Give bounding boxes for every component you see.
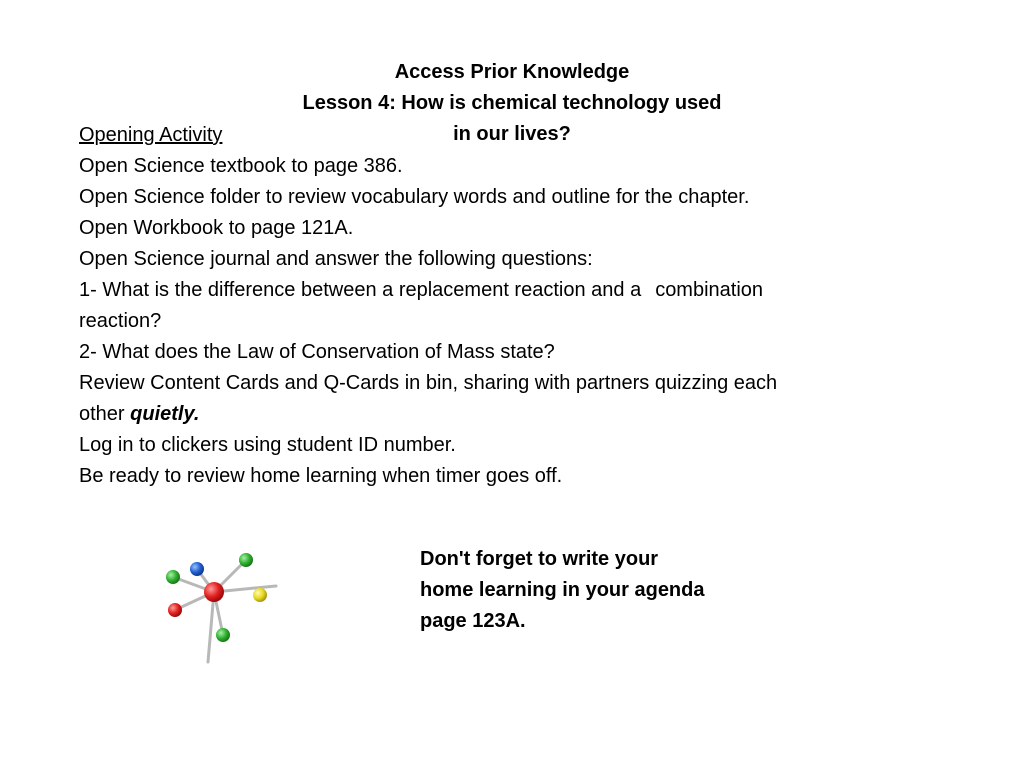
instruction-line-clickers: Log in to clickers using student ID number. bbox=[79, 434, 456, 456]
instruction-line-1: Open Science textbook to page 386. bbox=[79, 155, 403, 177]
blue-atom bbox=[190, 562, 204, 576]
quietly-emphasis: quietly. bbox=[130, 403, 200, 425]
green-atom-left bbox=[166, 570, 180, 584]
bond-down bbox=[208, 592, 214, 662]
yellow-atom bbox=[253, 588, 267, 602]
question-1-part-a: 1- What is the difference between a replacement reaction and a bbox=[79, 279, 642, 301]
slide-title-line1: Access Prior Knowledge bbox=[394, 61, 630, 83]
question-1-part-b: combination bbox=[655, 279, 764, 301]
instruction-line-2: Open Science folder to review vocabulary words and outline for the chapter. bbox=[79, 186, 750, 208]
instruction-line-3: Open Workbook to page 121A. bbox=[79, 217, 354, 239]
question-1-continuation: reaction? bbox=[79, 310, 162, 332]
reminder-line-2: home learning in your agenda bbox=[420, 579, 705, 601]
slide-title-line2: Lesson 4: How is chemical technology used bbox=[302, 92, 722, 114]
green-atom-top bbox=[239, 553, 253, 567]
instruction-line-review: Review Content Cards and Q-Cards in bin, sharing with partners quizzing each bbox=[79, 372, 778, 394]
reminder-line-1: Don't forget to write your bbox=[420, 548, 659, 570]
slide-title-line3: in our lives? bbox=[453, 123, 571, 145]
green-atom-bottom bbox=[216, 628, 230, 642]
question-2-line: 2- What does the Law of Conservation of Mass state? bbox=[79, 341, 555, 363]
molecule-icon bbox=[150, 540, 290, 670]
instruction-line-timer: Be ready to review home learning when timer goes off. bbox=[79, 465, 563, 487]
reminder-line-3: page 123A. bbox=[420, 610, 526, 632]
review-other-text: other bbox=[79, 403, 125, 425]
home-learning-reminder bbox=[420, 544, 760, 637]
instruction-line-review-continued bbox=[79, 399, 909, 430]
red-atom-small bbox=[168, 603, 182, 617]
question-1-line bbox=[79, 275, 909, 306]
opening-activity-heading: Opening Activity bbox=[79, 124, 223, 146]
opening-activity-text bbox=[79, 120, 909, 492]
instruction-line-4: Open Science journal and answer the following questions: bbox=[79, 248, 593, 270]
red-center-atom bbox=[204, 582, 224, 602]
